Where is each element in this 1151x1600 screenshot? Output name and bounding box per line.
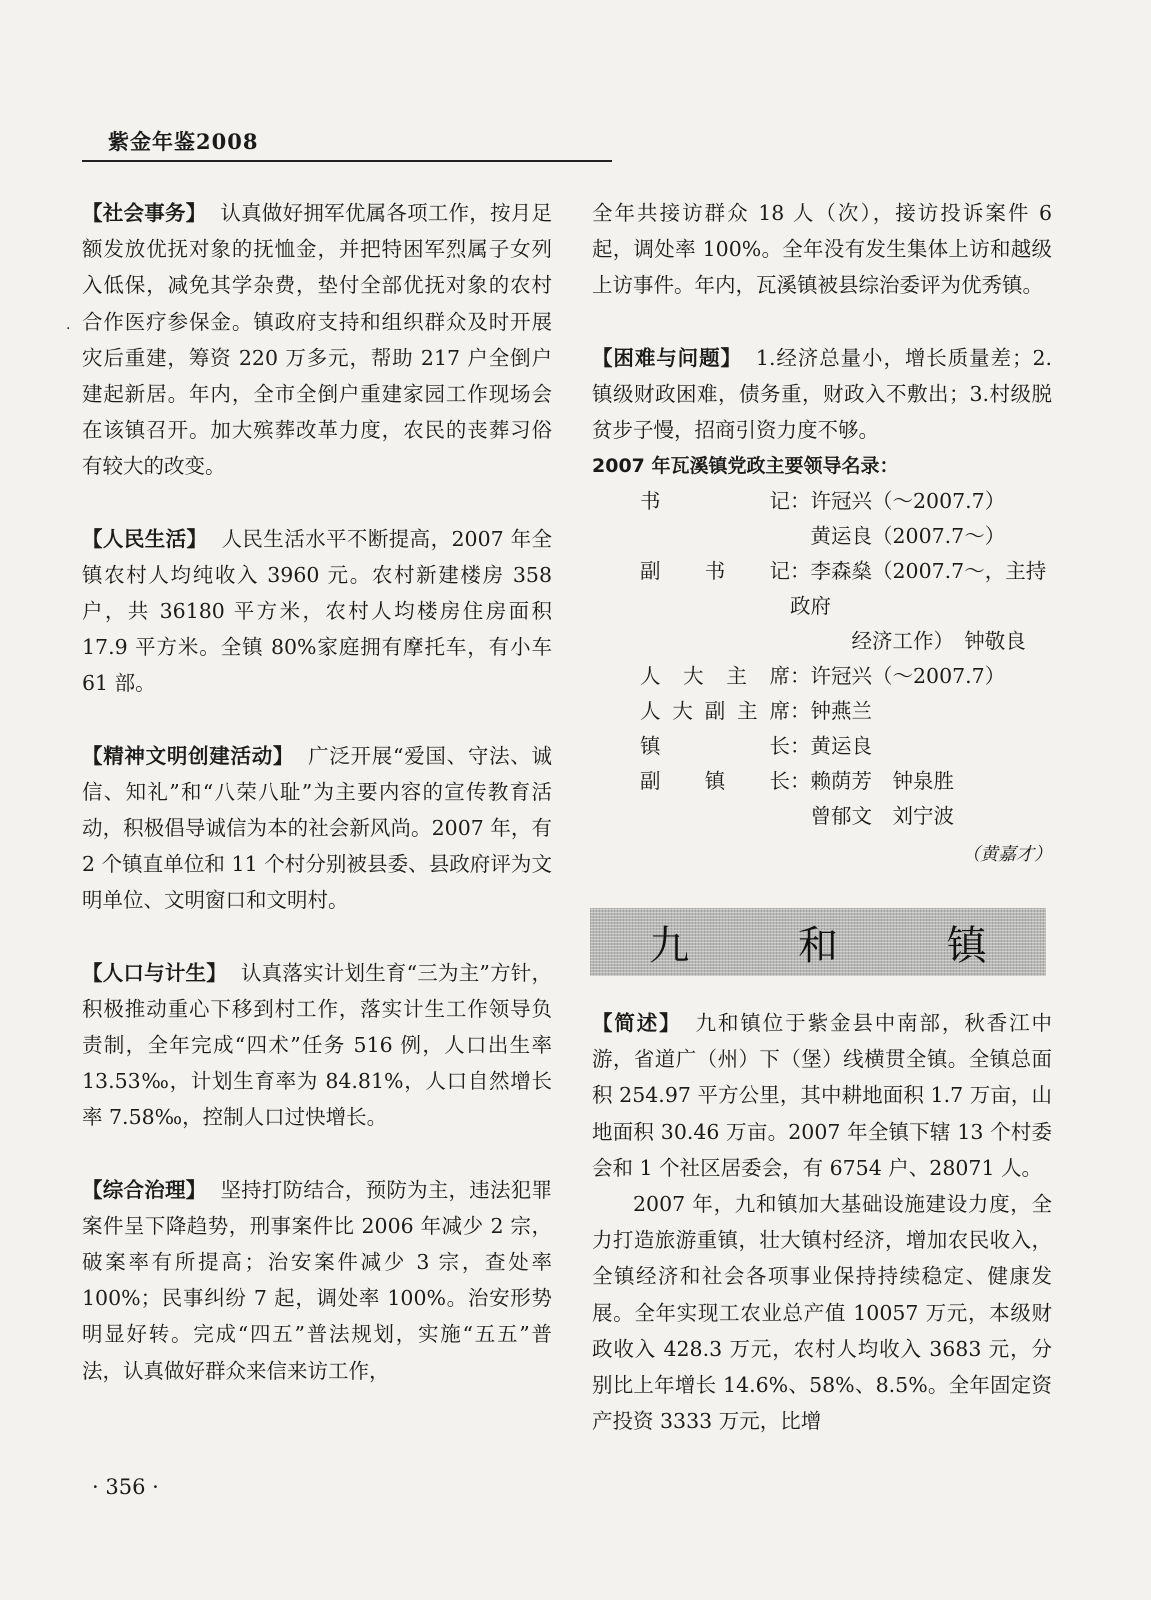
section-keyword: 【困难与问题】 xyxy=(592,345,742,370)
leader-names: 曾郁文 刘宁波 xyxy=(790,804,954,829)
leader-role-char: 长 xyxy=(769,734,790,759)
leaders-list-title: 2007 年瓦溪镇党政主要领导名录： xyxy=(592,455,899,478)
leader-names: ：许冠兴（～2007.7） xyxy=(790,664,1006,689)
section-keyword: 【简述】 xyxy=(592,1011,682,1035)
section-text: 九和镇位于紫金县中南部，秋香江中游，省道广（州）下（堡）线横贯全镇。全镇总面积 254.97 平方公里，其中耕地面积 1.7 万亩，山地面积 30.46 万亩。2007 年全镇下辖 13 个村委会和 1 个社区居委会，有 6754 户、28071 人。 xyxy=(592,1011,1053,1180)
article-problems xyxy=(592,340,1052,449)
leader-names: 经济工作） 钟敬良 xyxy=(790,629,1026,654)
article-body: 2007 年，九和镇加大基础设施建设力度，全力打造旅游重镇，壮大镇村经济，增加农民收入，全镇经济和社会各项事业保持持续稳定、健康发展。全年实现工农业总产值 10057 万元，本级财政收入 428.3 万元，农村人均收入 3683 元，分别比上年增长 14.6%、58%、8.5%。全年固定资产投资 3333 万元，比增 xyxy=(592,1192,1052,1434)
author-credit: （黄嘉才） xyxy=(962,844,1052,866)
leaders-list xyxy=(592,484,1052,834)
section-text: 广泛开展“爱国、守法、诚信、知礼”和“八荣八耻”为主要内容的宣传教育活动，积极倡导诚信为本的社会新风尚。2007 年，有 2 个镇直单位和 11 个村分别被县委、县政府评为文明单位、文明窗口和文明村。 xyxy=(82,743,553,913)
leader-role-char: 主 xyxy=(737,699,758,724)
section-text: 人民生活水平不断提高，2007 年全镇农村人均纯收入 3960 元。农村新建楼房 358 户，共 36180 平方米，农村人均楼房住房面积 17.9 平方米。全镇 80%家庭拥有摩托车，有小车 61 部。 xyxy=(82,526,553,696)
article-social-affairs xyxy=(82,195,552,485)
leader-row xyxy=(592,694,1052,729)
section-keyword: 【综合治理】 xyxy=(82,1177,207,1202)
leader-role-char: 镇 xyxy=(704,769,726,794)
leader-row xyxy=(592,659,1052,694)
leader-role-char: 长 xyxy=(769,769,790,794)
leader-row xyxy=(592,764,1052,799)
section-text: 认真做好拥军优属各项工作，按月足额发放优抚对象的抚恤金，并把特困军烈属子女列入低保，减免其学杂费，垫付全部优抚对象的农村合作医疗参保金。镇政府支持和组织群众及时开展灾后重建，筹资 220 万多元，帮助 217 户全倒户建起新居。年内，全市全倒户重建家园工作现场会在该镇召开。加大殡葬改革力度，农民的丧葬习俗有较大的改变。 xyxy=(82,201,553,479)
leader-role-char: 副 xyxy=(640,559,661,584)
section-title: 九 和 镇 xyxy=(649,922,1035,969)
leader-role-char: 书 xyxy=(704,559,726,584)
article-summary xyxy=(592,1005,1052,1186)
leader-names: ：赖荫芳 钟泉胜 xyxy=(790,769,954,794)
leader-role-char: 大 xyxy=(683,664,704,689)
leader-row xyxy=(592,729,1052,764)
section-text: 坚持打防结合，预防为主，违法犯罪案件呈下降趋势，刑事案件比 2006 年减少 2 宗，破案率有所提高；治安案件减少 3 宗，查处率 100%；民事纠纷 7 起，调处率 100%。治安形势明显好转。完成“四五”普法规划，实施“五五”普法，认真做好群众来信来访工作， xyxy=(82,1177,553,1383)
leader-role-char: 记 xyxy=(769,559,790,584)
leader-role xyxy=(640,659,790,694)
article-civilization xyxy=(82,738,552,919)
section-text: 认真落实计划生育“三为主”方针，积极推动重心下移到村工作，落实计生工作领导负责制，全年完成“四术”任务 516 例，人口出生率 13.53‰，计划生育率为 84.81%，人口自然增长率 7.58‰，控制人口过快增长。 xyxy=(82,960,553,1130)
left-column xyxy=(82,195,552,1389)
leader-role xyxy=(640,554,790,624)
leader-role-char: 副 xyxy=(704,699,726,724)
right-column-lower xyxy=(592,1005,1052,1439)
article-governance xyxy=(82,1172,552,1389)
leader-role xyxy=(640,484,790,519)
leader-role-char: 书 xyxy=(640,489,661,514)
section-keyword: 【人口与计生】 xyxy=(82,960,227,985)
leader-names: 黄运良（2007.7～） xyxy=(790,524,1006,549)
article-population xyxy=(82,955,552,1136)
leader-role-char: 镇 xyxy=(640,734,661,759)
leader-role-char: 大 xyxy=(672,699,693,724)
leader-role-char: 主 xyxy=(726,664,747,689)
right-column xyxy=(592,195,1052,870)
leader-role-char: 人 xyxy=(640,664,661,689)
leader-row xyxy=(592,484,1052,519)
leader-row xyxy=(592,554,1052,624)
section-keyword: 【社会事务】 xyxy=(82,201,207,225)
header-rule xyxy=(82,160,612,162)
leader-role xyxy=(640,694,790,729)
leader-role-char: 副 xyxy=(640,769,661,794)
article-people-life xyxy=(82,521,552,702)
leader-names: ：许冠兴（～2007.7） xyxy=(790,489,1006,514)
leader-names: ：黄运良 xyxy=(790,734,872,759)
leader-role-char: 席 xyxy=(769,664,790,689)
leader-row xyxy=(592,624,1052,659)
leader-role-char: 记 xyxy=(769,489,790,514)
governance-continuation: 全年共接访群众 18 人（次），接访投诉案件 6 起，调处率 100%。全年没有发生集体上访和越级上访事件。年内，瓦溪镇被县综治委评为优秀镇。 xyxy=(592,201,1052,298)
leader-row xyxy=(592,799,1052,834)
section-banner xyxy=(590,908,1046,976)
leader-row xyxy=(592,519,1052,554)
leader-names: ：李森燊（2007.7～，主持政府 xyxy=(790,559,1047,619)
margin-mark: · xyxy=(66,321,71,337)
leader-role-char: 席 xyxy=(769,699,790,724)
page-number: · 356 · xyxy=(92,1475,159,1499)
section-keyword: 【人民生活】 xyxy=(82,526,208,551)
leader-role xyxy=(640,729,790,764)
leader-role xyxy=(640,764,790,799)
running-header: 紫金年鉴2008 xyxy=(108,129,259,154)
section-text: 1.经济总量小，增长质量差；2.镇级财政困难，债务重，财政入不敷出；3.村级脱贫步子慢，招商引资力度不够。 xyxy=(592,345,1052,443)
leader-names: ：钟燕兰 xyxy=(790,699,872,724)
section-keyword: 【精神文明创建活动】 xyxy=(82,743,295,768)
leader-role-char: 人 xyxy=(640,699,661,724)
